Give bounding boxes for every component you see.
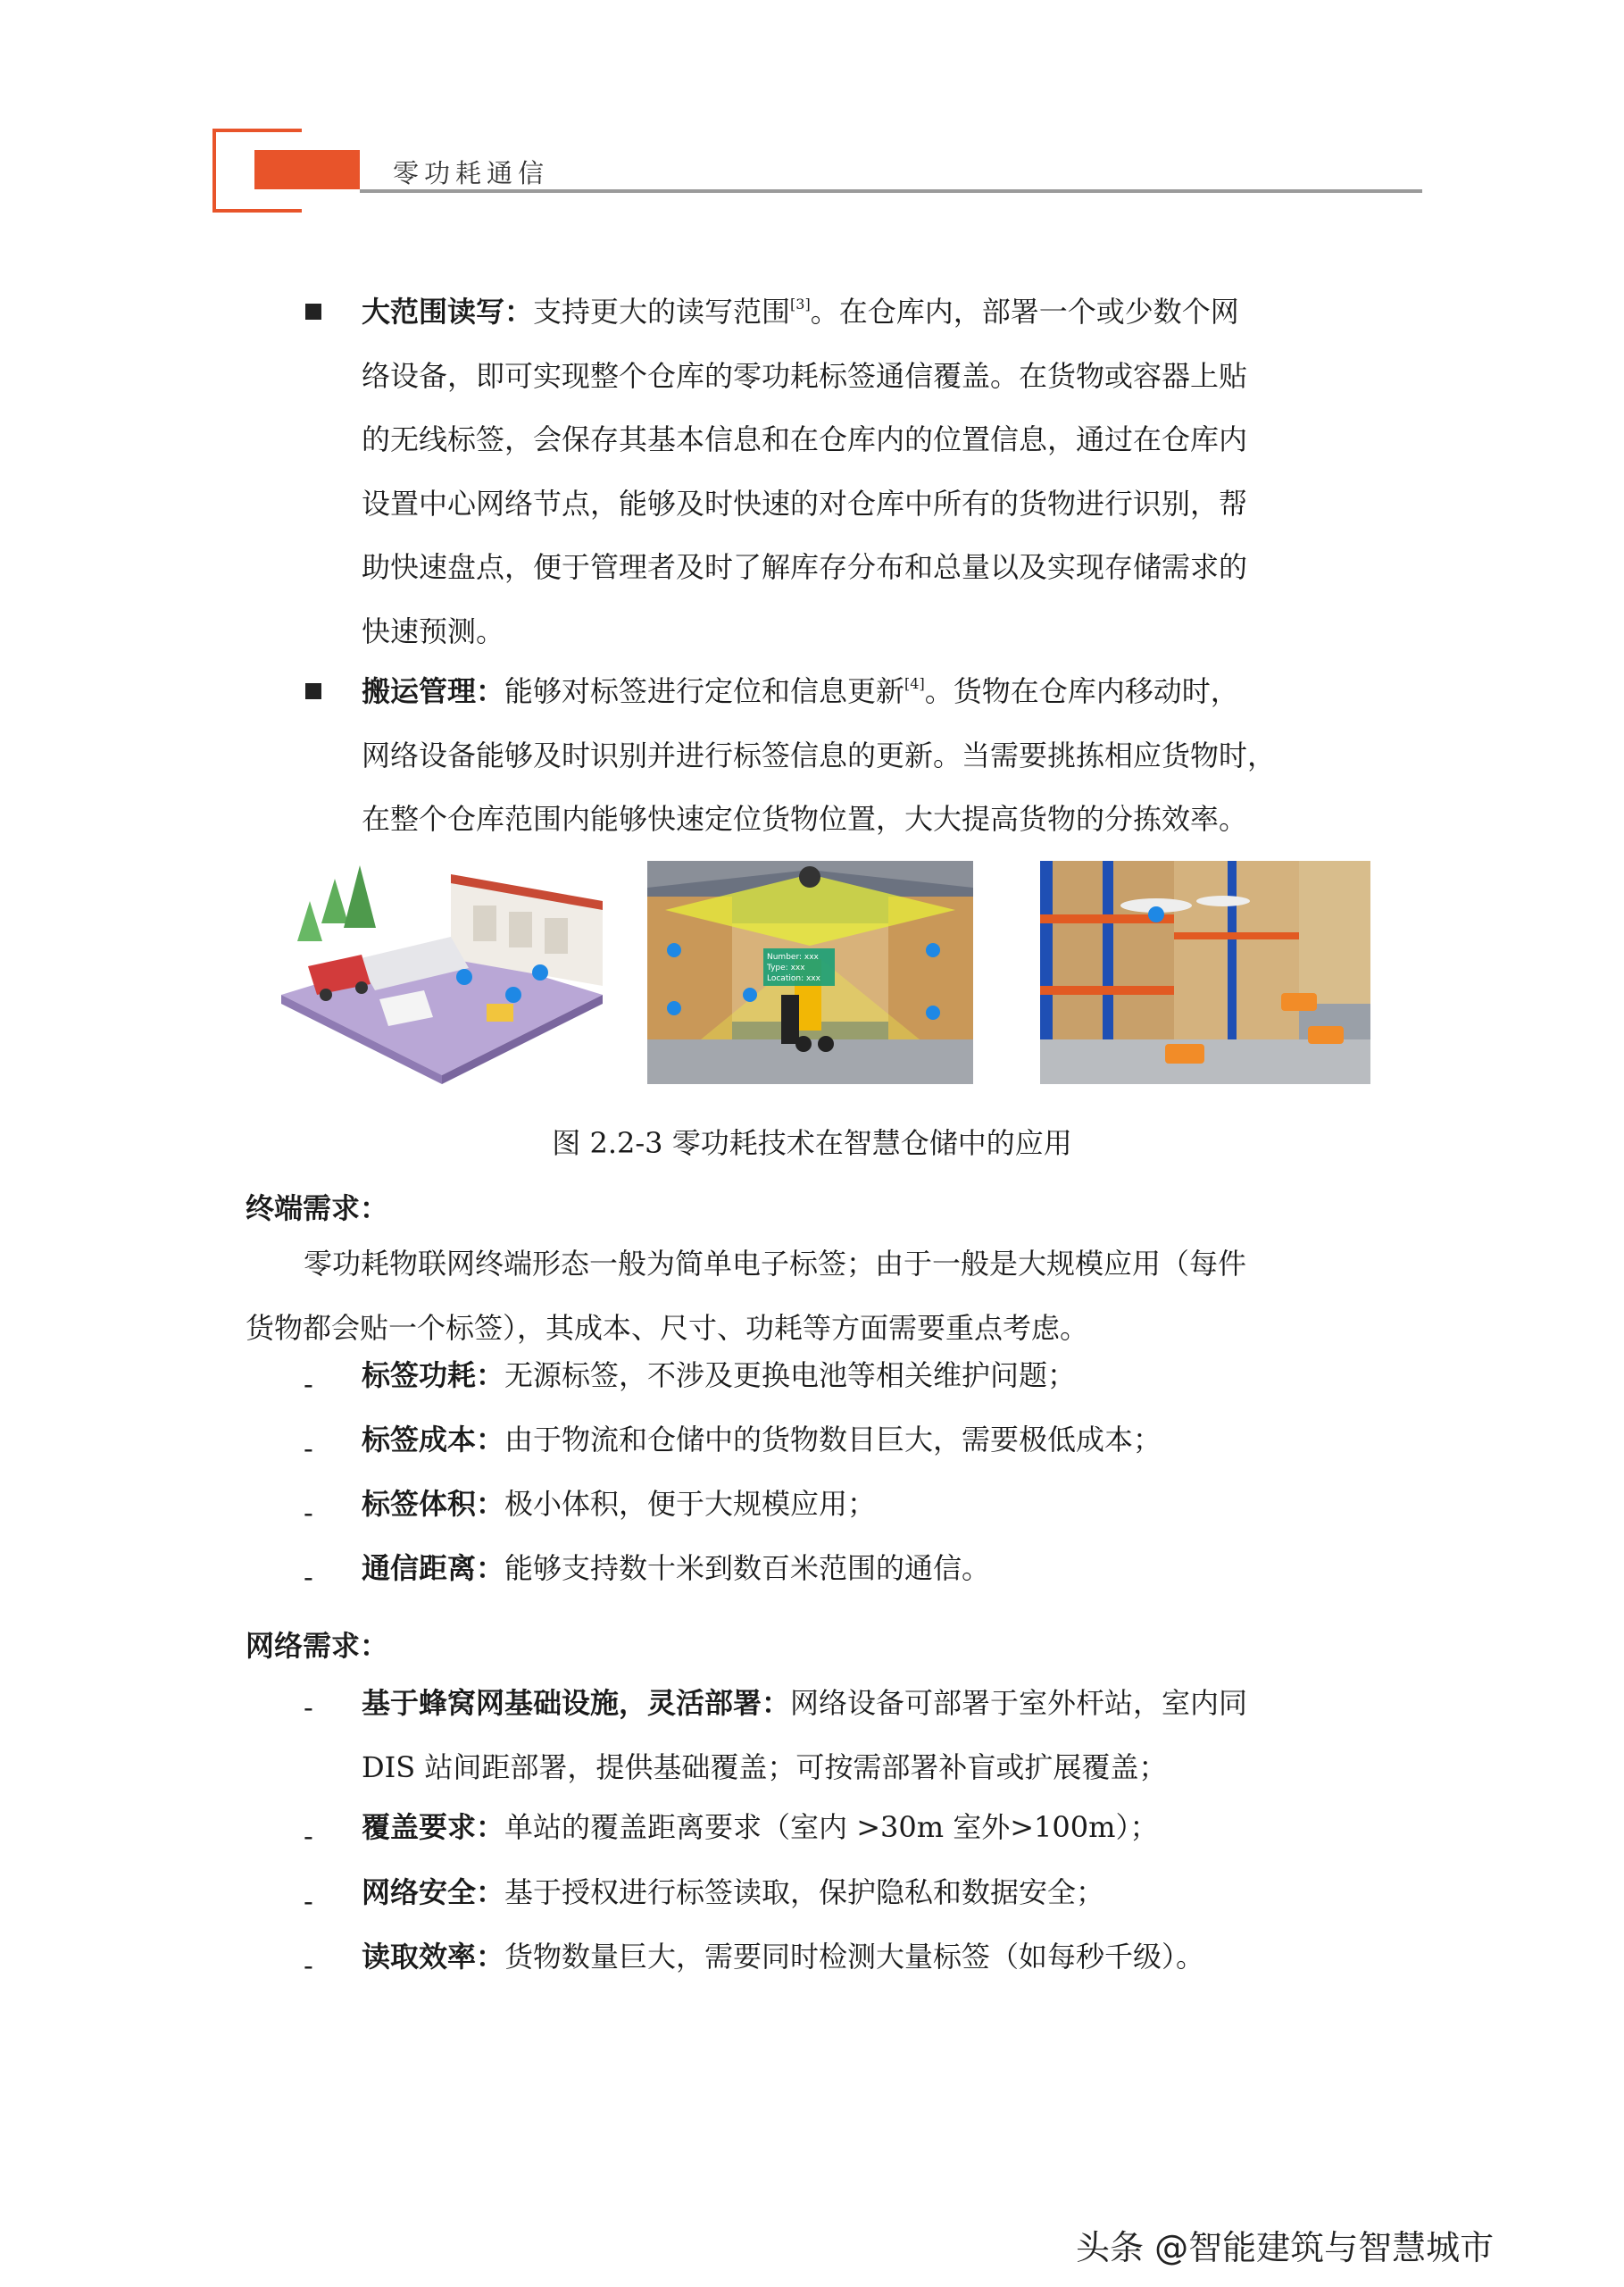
figure-warehouse-shelves-robots [1040,861,1370,1084]
bullet-paragraph-2: 搬运管理：能够对标签进行定位和信息更新[4]。货物在仓库内移动时， 网络设备能够及时识别并进行标签信息的更新。当需要挑拣相应货物时， 在整个仓库范围内能够快速定位货物位置，大大提高货物的分拣效率。 [362,674,1277,836]
terminal-item-3: 标签体积：极小体积，便于大规模应用； [362,1487,877,1521]
tag-label-number: Number: xxx [767,953,819,962]
tag-label-location: Location: xxx [767,974,820,983]
bullet-label: 大范围读写： [362,295,534,329]
bullet-square [305,304,321,320]
bullet-label: 搬运管理： [362,674,505,708]
list-dash: - [304,1949,313,1982]
terminal-item-2: 标签成本：由于物流和仓储中的货物数目巨大，需要极低成本； [362,1423,1162,1457]
figure-warehouse-isometric [272,861,607,1084]
list-dash: - [304,1560,313,1594]
figure-caption: 图 2.2-3 零功耗技术在智慧仓储中的应用 [552,1126,1072,1160]
list-dash: - [304,1690,313,1724]
network-item-1: 基于蜂窝网基础设施，灵活部署：网络设备可部署于室外杆站，室内同 DIS 站间距部署，提供基础覆盖；可按需部署补盲或扩展覆盖； [362,1686,1248,1784]
list-dash: - [304,1367,313,1401]
figure-warehouse-interior [647,861,973,1084]
citation-ref: [4] [904,675,925,692]
network-item-3: 网络安全：基于授权进行标签读取，保护隐私和数据安全； [362,1875,1105,1909]
list-dash: - [304,1496,313,1530]
tag-label-type: Type: xxx [767,964,805,972]
terminal-intro: 零功耗物联网终端形态一般为简单电子标签；由于一般是大规模应用（每件 货物都会贴一个标签），其成本、尺寸、功耗等方面需要重点考虑。 [246,1247,1247,1345]
bullet-paragraph-1: 大范围读写：支持更大的读写范围[3]。在仓库内，部署一个或少数个网 络设备，即可实现整个仓库的零功耗标签通信覆盖。在货物或容器上贴 的无线标签，会保存其基本信息和在仓库内的位置信息，通过在仓库内 设置中心网络节点，能够及时快速的对仓库中所有的货物进行识别，帮 助快速盘点，便于管理者及时了解库存分布和总量以及实现存储需求的 快速预测。 [362,295,1248,648]
section-heading-terminal: 终端需求： [246,1191,389,1225]
section-heading-network: 网络需求： [246,1629,389,1663]
header-accent-bar [254,150,360,189]
list-dash: - [304,1431,313,1465]
bullet-square [305,683,321,699]
source-watermark: 头条 @智能建筑与智慧城市 [1076,2228,1495,2267]
header-rule [360,189,1422,193]
list-dash: - [304,1884,313,1918]
citation-ref: [3] [790,296,811,313]
terminal-item-4: 通信距离：能够支持数十米到数百米范围的通信。 [362,1551,991,1585]
network-item-2: 覆盖要求：单站的覆盖距离要求（室内 >30m 室外>100m）； [362,1810,1159,1844]
list-dash: - [304,1819,313,1853]
terminal-item-1: 标签功耗：无源标签，不涉及更换电池等相关维护问题； [362,1358,1077,1392]
running-header-title: 零功耗通信 [393,158,550,188]
network-item-4: 读取效率：货物数量巨大，需要同时检测大量标签（如每秒千级）。 [362,1940,1205,1974]
